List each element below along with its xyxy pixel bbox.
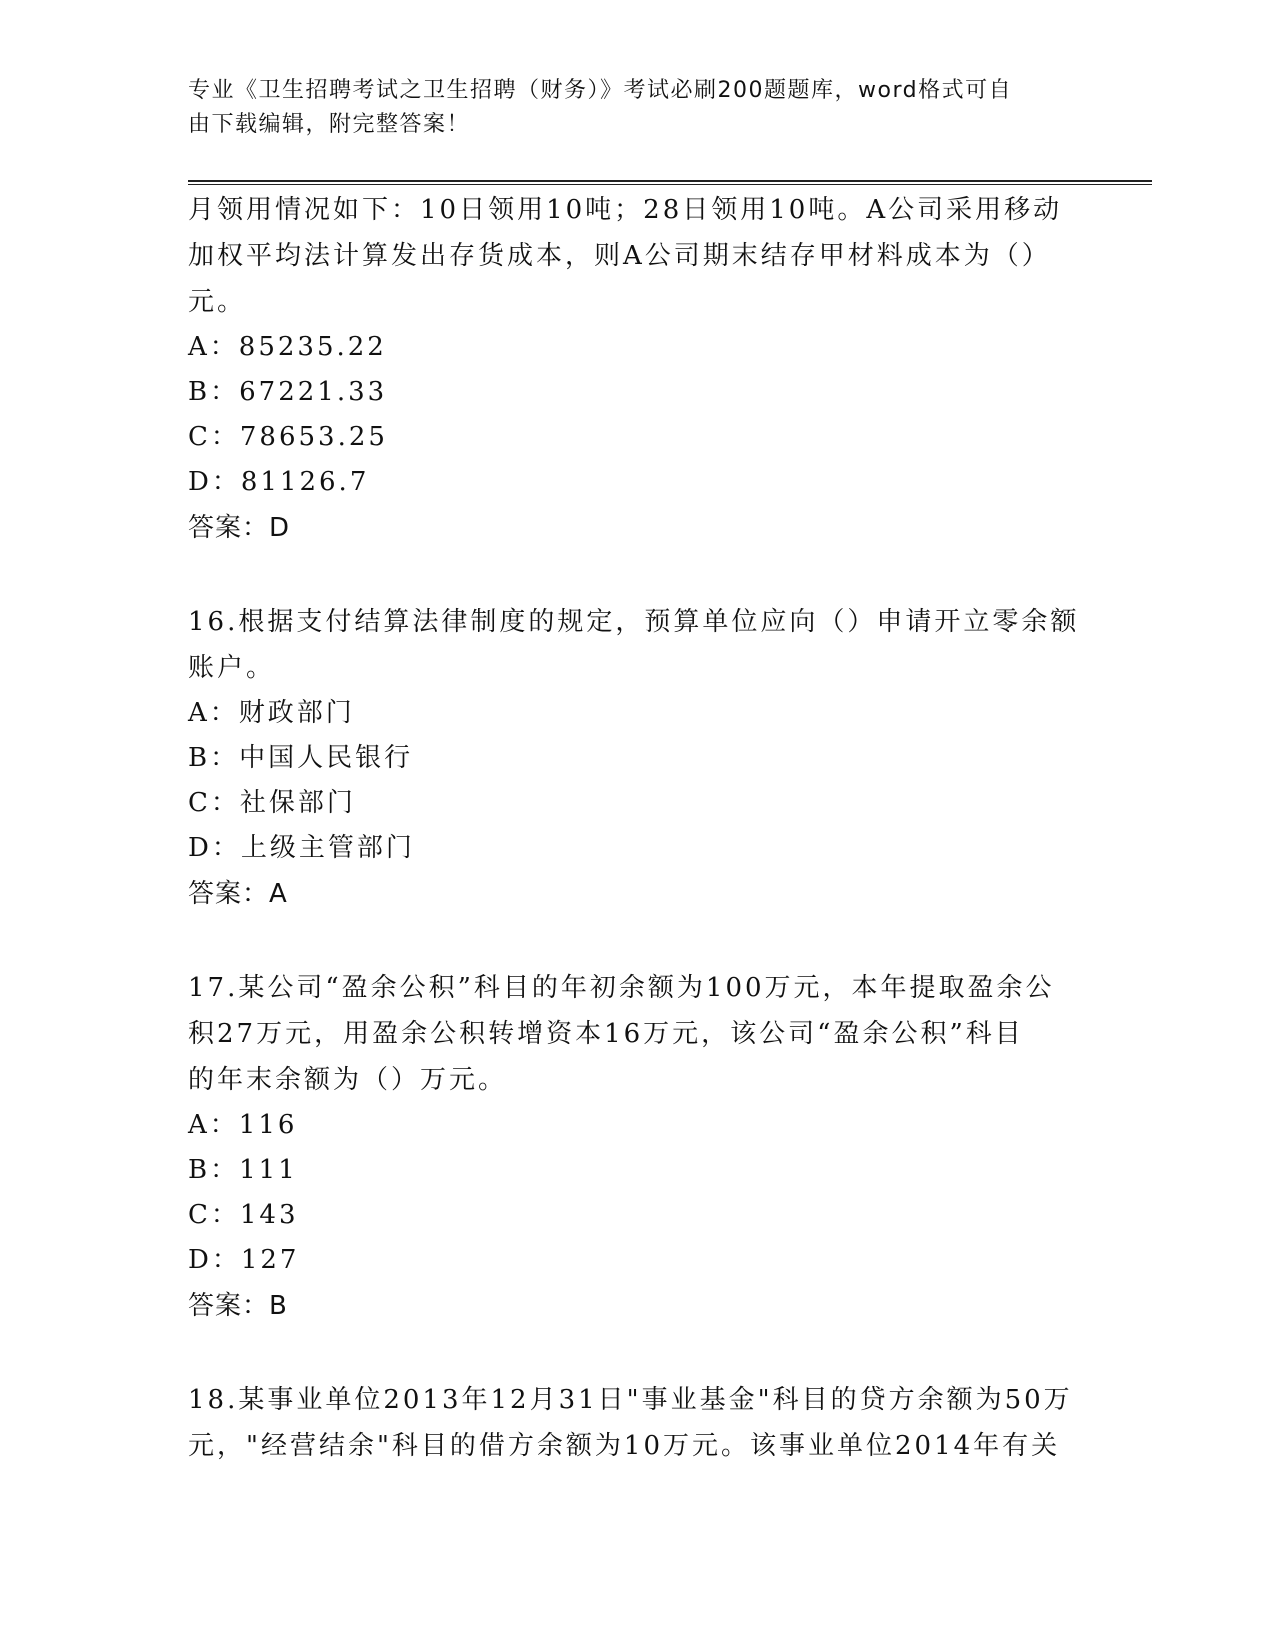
spacer — [188, 917, 1088, 965]
option-a: A：财政部门 — [188, 698, 355, 728]
question-15 — [188, 187, 1088, 551]
question-text-line: 账户。 — [188, 653, 276, 683]
question-17 — [188, 965, 1088, 1329]
question-text-line: 月领用情况如下：10日领用10吨；28日领用10吨。A公司采用移动 — [188, 195, 1063, 225]
option-c: C：社保部门 — [188, 788, 356, 818]
header-line-1: 专业《卫生招聘考试之卫生招聘（财务）》考试必刷200题题库，word格式可自 — [188, 78, 1013, 103]
question-text-line: 元。 — [188, 287, 247, 317]
question-text-line: 16.根据支付结算法律制度的规定，预算单位应向（）申请开立零余额 — [188, 607, 1080, 637]
option-d: D：81126.7 — [188, 467, 370, 497]
spacer — [188, 551, 1088, 599]
answer: 答案：B — [188, 1291, 288, 1321]
question-content — [188, 187, 1088, 1469]
option-c: C：143 — [188, 1200, 299, 1230]
question-text-line: 18.某事业单位2013年12月31日"事业基金"科目的贷方余额为50万 — [188, 1385, 1073, 1415]
question-16 — [188, 599, 1088, 917]
page-header — [188, 74, 1068, 142]
answer: 答案：D — [188, 513, 291, 543]
option-b: B：中国人民银行 — [188, 743, 414, 773]
option-b: B：67221.33 — [188, 377, 388, 407]
answer: 答案：A — [188, 879, 288, 909]
question-18 — [188, 1377, 1088, 1469]
option-d: D：上级主管部门 — [188, 833, 415, 863]
question-text-line: 17.某公司“盈余公积”科目的年初余额为100万元，本年提取盈余公 — [188, 973, 1055, 1003]
header-divider-thick — [188, 180, 1152, 182]
option-a: A：116 — [188, 1110, 298, 1140]
question-text-line: 积27万元，用盈余公积转增资本16万元，该公司“盈余公积”科目 — [188, 1019, 1024, 1049]
option-b: B：111 — [188, 1155, 298, 1185]
option-d: D：127 — [188, 1245, 300, 1275]
header-line-2: 由下载编辑，附完整答案！ — [188, 112, 471, 137]
question-text-line: 元，"经营结余"科目的借方余额为10万元。该事业单位2014年有关 — [188, 1431, 1061, 1461]
question-text-line: 的年末余额为（）万元。 — [188, 1065, 508, 1095]
header-divider-thin — [188, 184, 1152, 185]
spacer — [188, 1329, 1088, 1377]
question-text-line: 加权平均法计算发出存货成本，则A公司期末结存甲材料成本为（） — [188, 241, 1051, 271]
option-a: A：85235.22 — [188, 332, 387, 362]
option-c: C：78653.25 — [188, 422, 388, 452]
